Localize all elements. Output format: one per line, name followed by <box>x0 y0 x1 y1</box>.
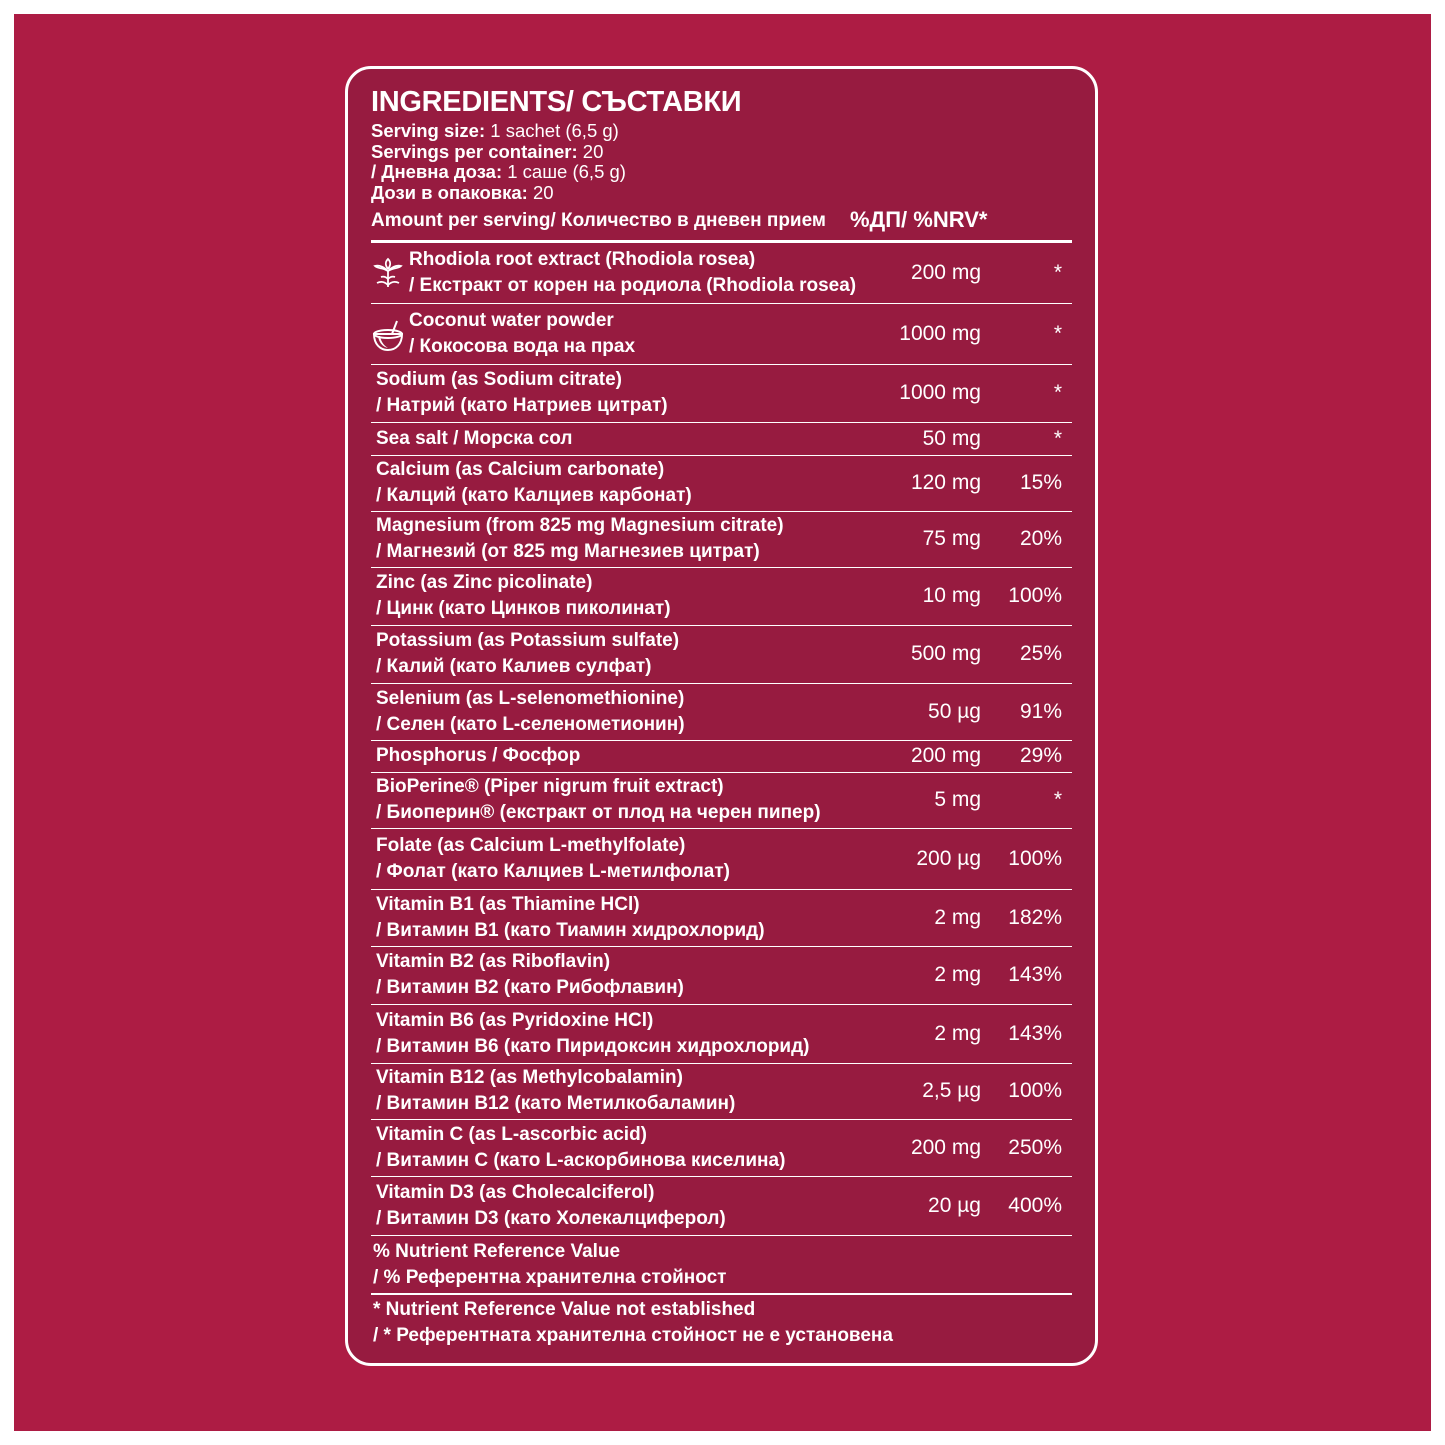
table-row <box>371 741 1072 773</box>
ingredient-nrv: 15% <box>1019 471 1062 494</box>
footnote-nrv-bg: / % Референтна хранителна стойност <box>373 1267 727 1288</box>
amount-header: Amount per serving/ Количество в дневен прием <box>371 210 826 231</box>
ingredient-amount: 2 mg <box>934 1022 981 1045</box>
ingredient-name <box>409 247 856 299</box>
table-row <box>371 890 1072 947</box>
ingredient-name <box>376 743 580 769</box>
ingredient-name-bg: / Витамин B12 (като Метилкобаламин) <box>376 1093 736 1114</box>
ingredient-nrv: * <box>1053 427 1062 450</box>
ingredient-name <box>376 1180 726 1232</box>
ingredient-amount: 200 mg <box>910 1136 981 1159</box>
ingredient-name <box>376 1065 735 1117</box>
ingredient-nrv: 20% <box>1019 527 1062 550</box>
ingredient-name <box>376 686 685 738</box>
table-row <box>371 456 1072 512</box>
ingredient-name <box>376 1008 810 1060</box>
ingredient-nrv: 100% <box>1008 847 1062 870</box>
ingredient-name <box>409 308 635 360</box>
doses-per-pack-line: Дози в опаковка: 20 <box>371 181 554 203</box>
ingredient-nrv: 400% <box>1008 1194 1062 1217</box>
ingredient-name-en: Vitamin B2 (as Riboflavin) <box>376 951 611 972</box>
ingredient-name <box>376 513 784 565</box>
ingredient-nrv: 91% <box>1019 700 1062 723</box>
ingredient-name-bg: / Калций (като Калциев карбонат) <box>376 485 692 506</box>
ingredient-nrv: * <box>1053 322 1062 345</box>
ingredient-amount: 120 mg <box>910 471 981 494</box>
ingredient-name <box>376 628 679 680</box>
ingredient-name-en: Coconut water powder <box>409 310 614 331</box>
ingredient-amount: 2,5 µg <box>922 1079 981 1102</box>
row-divider <box>371 1235 1072 1237</box>
ingredient-name-en: Selenium (as L-selenomethionine) <box>376 688 685 709</box>
ingredient-name-bg: / Витамин C (като L-аскорбинова киселина) <box>376 1150 786 1171</box>
ingredient-name-en: Calcium (as Calcium carbonate) <box>376 459 665 480</box>
table-row <box>371 1064 1072 1120</box>
ingredient-nrv: 100% <box>1008 1079 1062 1102</box>
table-row <box>371 626 1072 684</box>
ingredient-name-bg: / Витамин B2 (като Рибофлавин) <box>376 977 684 998</box>
ingredient-nrv: 29% <box>1019 744 1062 767</box>
ingredient-amount: 200 mg <box>910 261 981 284</box>
ingredient-nrv: * <box>1053 788 1062 811</box>
serving-info <box>371 121 626 203</box>
daily-dose-line: / Дневна доза: 1 саше (6,5 g) <box>371 161 626 182</box>
ingredient-name-en: Sea salt / Морска сол <box>376 428 573 449</box>
ingredient-name <box>376 833 730 885</box>
nrv-header: %ДП/ %NRV* <box>850 207 988 232</box>
ingredient-amount: 2 mg <box>934 963 981 986</box>
ingredient-name-en: Zinc (as Zinc picolinate) <box>376 572 593 593</box>
table-row <box>371 773 1072 829</box>
ingredient-name-bg: / Селен (като L-селенометионин) <box>376 714 685 735</box>
ingredient-nrv: 25% <box>1019 642 1062 665</box>
ingredient-name-en: BioPerine® (Piper nigrum fruit extract) <box>376 776 724 797</box>
ingredient-amount: 50 µg <box>928 700 981 723</box>
table-row <box>371 423 1072 456</box>
ingredient-name-bg: / Фолат (като Калциев L-метилфолат) <box>376 861 730 882</box>
table-row <box>371 684 1072 741</box>
ingredient-name-en: Vitamin C (as L-ascorbic acid) <box>376 1124 648 1145</box>
ingredient-amount: 200 µg <box>916 847 981 870</box>
ingredient-name-en: Vitamin B1 (as Thiamine HCl) <box>376 894 640 915</box>
ingredient-name-en: Phosphorus / Фосфор <box>376 745 581 766</box>
table-row <box>371 243 1072 304</box>
ingredient-name-en: Magnesium (from 825 mg Magnesium citrate) <box>376 515 784 536</box>
ingredient-name-bg: / Калий (като Калиев сулфат) <box>376 656 652 677</box>
table-row <box>371 304 1072 365</box>
ingredient-amount: 200 mg <box>910 744 981 767</box>
footnote-not-established: * Nutrient Reference Value not established <box>373 1299 756 1320</box>
coconut-icon <box>371 318 405 352</box>
ingredient-nrv: 250% <box>1008 1136 1062 1159</box>
ingredient-name-en: Potassium (as Potassium sulfate) <box>376 630 680 651</box>
table-row <box>371 1005 1072 1064</box>
ingredient-name-bg: / Магнезий (от 825 mg Магнезиев цитрат) <box>376 541 760 562</box>
ingredient-name-en: Folate (as Calcium L-methylfolate) <box>376 835 686 856</box>
ingredient-name <box>376 570 671 622</box>
ingredient-name-bg: / Витамин D3 (като Холекалциферол) <box>376 1208 726 1229</box>
ingredient-name-en: Rhodiola root extract (Rhodiola rosea) <box>409 249 756 270</box>
ingredient-name <box>376 457 692 509</box>
ingredient-name <box>376 892 765 944</box>
ingredient-nrv: * <box>1053 261 1062 284</box>
ingredient-amount: 10 mg <box>922 584 981 607</box>
ingredient-name-en: Vitamin B12 (as Methylcobalamin) <box>376 1067 683 1088</box>
ingredient-nrv: 143% <box>1008 963 1062 986</box>
ingredient-name <box>376 367 668 419</box>
ingredient-amount: 5 mg <box>934 788 981 811</box>
serving-size-line: Serving size: 1 sachet (6,5 g) <box>371 120 619 141</box>
ingredient-name <box>376 774 821 826</box>
page-title: INGREDIENTS/ СЪСТАВКИ <box>371 86 742 118</box>
table-row <box>371 512 1072 568</box>
ingredient-name-en: Vitamin D3 (as Cholecalciferol) <box>376 1182 655 1203</box>
rhodiola-flower-icon <box>371 257 405 291</box>
ingredient-name-bg: / Екстракт от корен на родиола (Rhodiola rosea) <box>409 275 857 296</box>
table-row <box>371 1120 1072 1177</box>
servings-per-container-line: Servings per container: 20 <box>371 140 604 162</box>
ingredient-nrv: 182% <box>1008 906 1062 929</box>
footnote-nrv: % Nutrient Reference Value <box>373 1241 621 1262</box>
ingredient-name-en: Vitamin B6 (as Pyridoxine HCl) <box>376 1010 654 1031</box>
ingredient-amount: 20 µg <box>928 1194 981 1217</box>
ingredient-name <box>376 1122 785 1174</box>
ingredient-amount: 1000 mg <box>899 322 981 345</box>
ingredient-name-en: Sodium (as Sodium citrate) <box>376 369 622 390</box>
ingredient-name-bg: / Витамин B1 (като Тиамин хидрохлорид) <box>376 920 765 941</box>
ingredient-name-bg: / Биоперин® (екстракт от плод на черен пипер) <box>376 802 821 823</box>
ingredient-nrv: 143% <box>1008 1022 1062 1045</box>
ingredient-name-bg: / Кокосова вода на прах <box>409 336 636 357</box>
ingredient-name <box>376 426 572 452</box>
ingredient-amount: 1000 mg <box>899 381 981 404</box>
ingredient-amount: 2 mg <box>934 906 981 929</box>
ingredient-nrv: 100% <box>1008 584 1062 607</box>
table-row <box>371 829 1072 890</box>
footnote-divider <box>371 1293 1072 1295</box>
ingredient-amount: 50 mg <box>922 427 981 450</box>
table-row <box>371 947 1072 1005</box>
table-row <box>371 1177 1072 1236</box>
ingredient-amount: 500 mg <box>910 642 981 665</box>
ingredient-name <box>376 949 684 1001</box>
ingredient-nrv: * <box>1053 381 1062 404</box>
ingredient-name-bg: / Цинк (като Цинков пиколинат) <box>376 598 671 619</box>
ingredient-name-bg: / Натрий (като Натриев цитрат) <box>376 395 668 416</box>
ingredient-name-bg: / Витамин B6 (като Пиридоксин хидрохлорид) <box>376 1036 810 1057</box>
footnote-not-established-bg: / * Референтната хранителна стойност не е установена <box>373 1325 893 1346</box>
table-row <box>371 365 1072 423</box>
table-row <box>371 568 1072 626</box>
ingredient-amount: 75 mg <box>922 527 981 550</box>
